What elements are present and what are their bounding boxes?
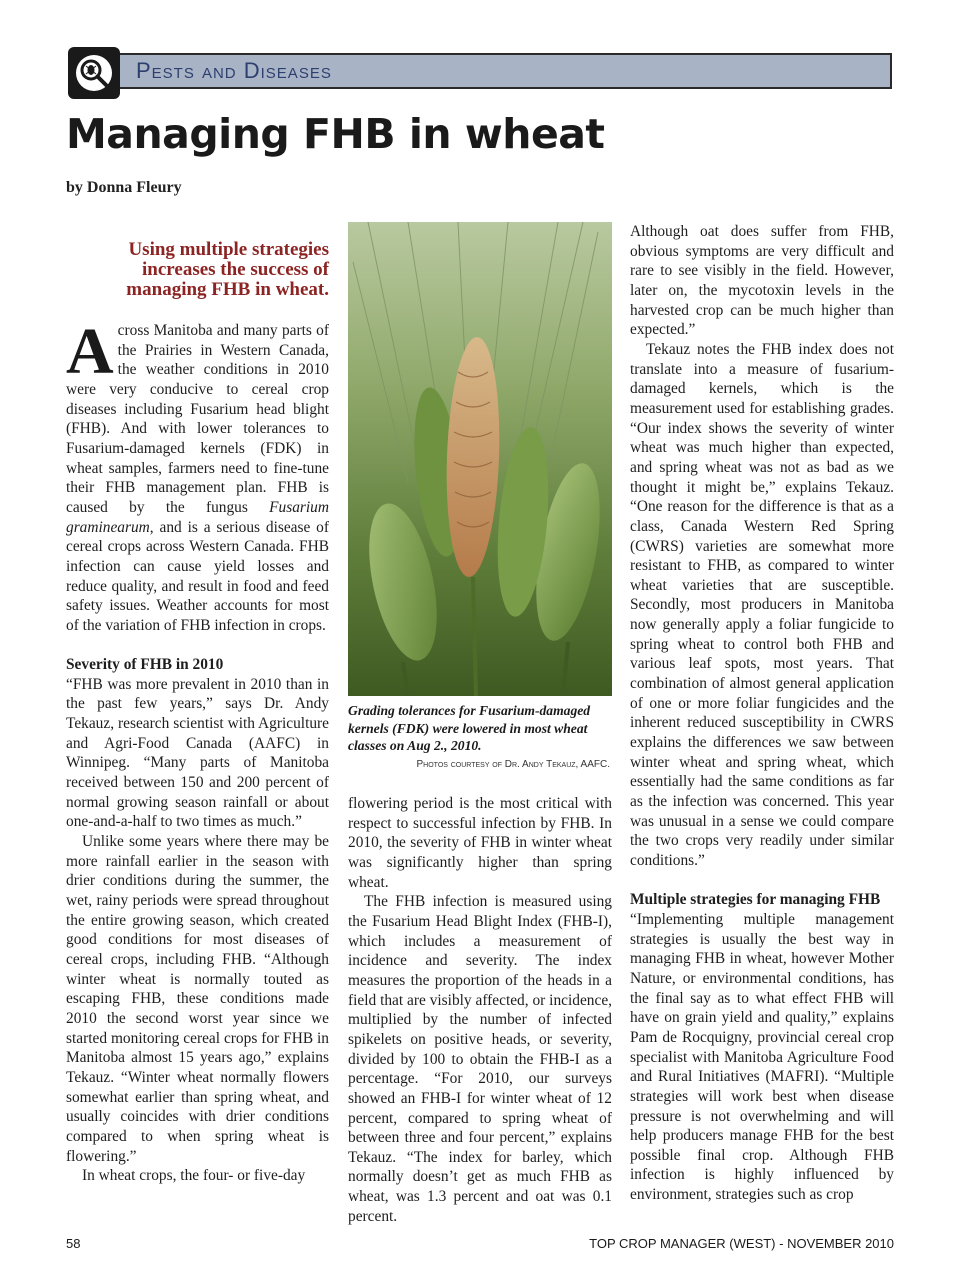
paragraph: Unlike some years where there may be more rainfall earlier in the season with drier conditions during the summer, the wet, rainy periods were spread throughout the entire growing season, which created good conditions for most diseases of cereal crops, including FHB. “Although winter wheat is normally touted as escaping FHB, these conditions made 2010 the second worst year since we started monitoring cereal crops for FHB in Manitoba almost 15 years ago,” explains Tekauz. “Winter wheat normally flowers somewhat earlier than spring wheat, and usually coincides with drier conditions compared to when spring wheat is flowering.”	[66, 833, 329, 1165]
subhead-strategies: Multiple strategies for managing FHB	[630, 891, 881, 909]
paragraph: flowering period is the most critical with respect to successful infection by FHB. In 2010, the severity of FHB in winter wheat was significantly higher than spring wheat.	[348, 795, 612, 891]
column-2	[348, 794, 612, 1226]
column-3	[630, 222, 894, 1205]
paragraph: Although oat does suffer from FHB, obvious symptoms are very difficult and rare to see visibly in the field. However, later on, the mycotoxin levels in the harvested crop can be much higher than expected.”	[630, 223, 894, 339]
section-header	[68, 47, 892, 99]
species-name: Fusarium graminearum	[66, 498, 329, 536]
page-number: 58	[66, 1236, 81, 1251]
paragraph: “Implementing multiple management strategies is usually the best way in managing FHB in wheat, however Mother Nature, or environmental conditions, has the final say as to what effect FHB will have on grain yield and quality,” explains Pam de Rocquigny, provincial cereal crop specialist with Manitoba Agriculture Food and Rural Initiatives (MAFRI). “Multiple strategies will work best when disease pressure is not overwhelming and will help producers manage FHB for the best possible final crop. Although FHB infection is highly influenced by environment, strategies such as crop	[630, 910, 894, 1204]
paragraph: Tekauz notes the FHB index does not translate into a measure of fusarium-damaged kernels, which is the measurement used for establishing grades. “Our index shows the severity of winter wheat was much higher than expected, and spring wheat was not as bad as we thought it might be,” explains Tekauz. “One reason for the difference is that as a class, Canada Western Red Spring (CWRS) varieties are somewhat more resistant to FHB, as compared to winter wheat varieties that are susceptible. Secondly, most producers in Manitoba now generally apply a foliar fungicide to spring wheat to control both FHB and various leaf spots, most years. That combination of almost general application of one or more foliar fungicides and the inherent reduced susceptibility in CWRS explains the differences we saw between winter wheat and spring wheat, which essentially had the same conditions as far as the infection was concerned. This year was unusual in a sense we could compare the two crops very readily under similar conditions.”	[630, 340, 894, 869]
photo-credit: Photos courtesy of Dr. Andy Tekauz, AAFC.	[416, 759, 610, 770]
column-1	[66, 315, 329, 1186]
wheat-photo	[348, 222, 612, 696]
section-band	[120, 53, 892, 89]
section-logo	[68, 47, 120, 99]
photo-caption: Grading tolerances for Fusarium-damaged kernels (FDK) were lowered in most wheat classes on Aug 2., 2010.	[348, 703, 591, 753]
paragraph: “FHB was more prevalent in 2010 than in the past few years,” says Dr. Andy Tekauz, research scientist with Agriculture and Agri-Food Canada (AAFC) in Winnipeg. “Many parts of Manitoba received between 150 and 200 percent of normal growing season rainfall or about one-and-a-half to two times as much.”	[66, 675, 329, 831]
paragraph: In wheat crops, the four- or five-day	[82, 1167, 306, 1185]
bug-magnifier-icon	[74, 53, 114, 93]
intro-paragraph: Across Manitoba and many parts of the Prairies in Western Canada, the weather conditions in 2010 were very conducive to cereal crop diseases including Fusarium head blight (FHB). And with lower tolerances to Fusarium-damaged kernels (FDK) in wheat samples, farmers need to fine-tune their FHB management plan. FHB is caused by the fungus Fusarium graminearum, and is a serious disease of cereal crops across Western Canada. FHB infection can cause yield losses and reduce quality, and result in food and feed safety issues. Weather accounts for most of the variation of FHB infection in crops.	[66, 315, 329, 634]
drop-cap: A	[66, 315, 114, 388]
magazine-footer: TOP CROP MANAGER (WEST) - NOVEMBER 2010	[589, 1236, 894, 1251]
pull-quote: Using multiple strategies increases the success of managing FHB in wheat.	[126, 239, 329, 300]
byline: by Donna Fleury	[66, 179, 182, 196]
paragraph: The FHB infection is measured using the Fusarium Head Blight Index (FHB-I), which includes a measurement of incidence and severity. The index measures the proportion of the heads in a field that are visibly affected, or incidence, multiplied by the number of infected spikelets on positive heads, or severity, divided by 100 to obtain the FHB-I as a percentage. “For 2010, our surveys showed an FHB-I for winter wheat of 12 percent, compared to spring wheat of between three and four percent,” explains Tekauz. “The index for barley, which normally doesn’t get as much FHB as wheat, was 1.3 percent and oat was 0.1 percent.	[348, 893, 612, 1225]
article-title: Managing FHB in wheat	[66, 110, 605, 158]
subhead-severity: Severity of FHB in 2010	[66, 656, 224, 674]
section-label: Pests and Diseases	[136, 58, 332, 83]
